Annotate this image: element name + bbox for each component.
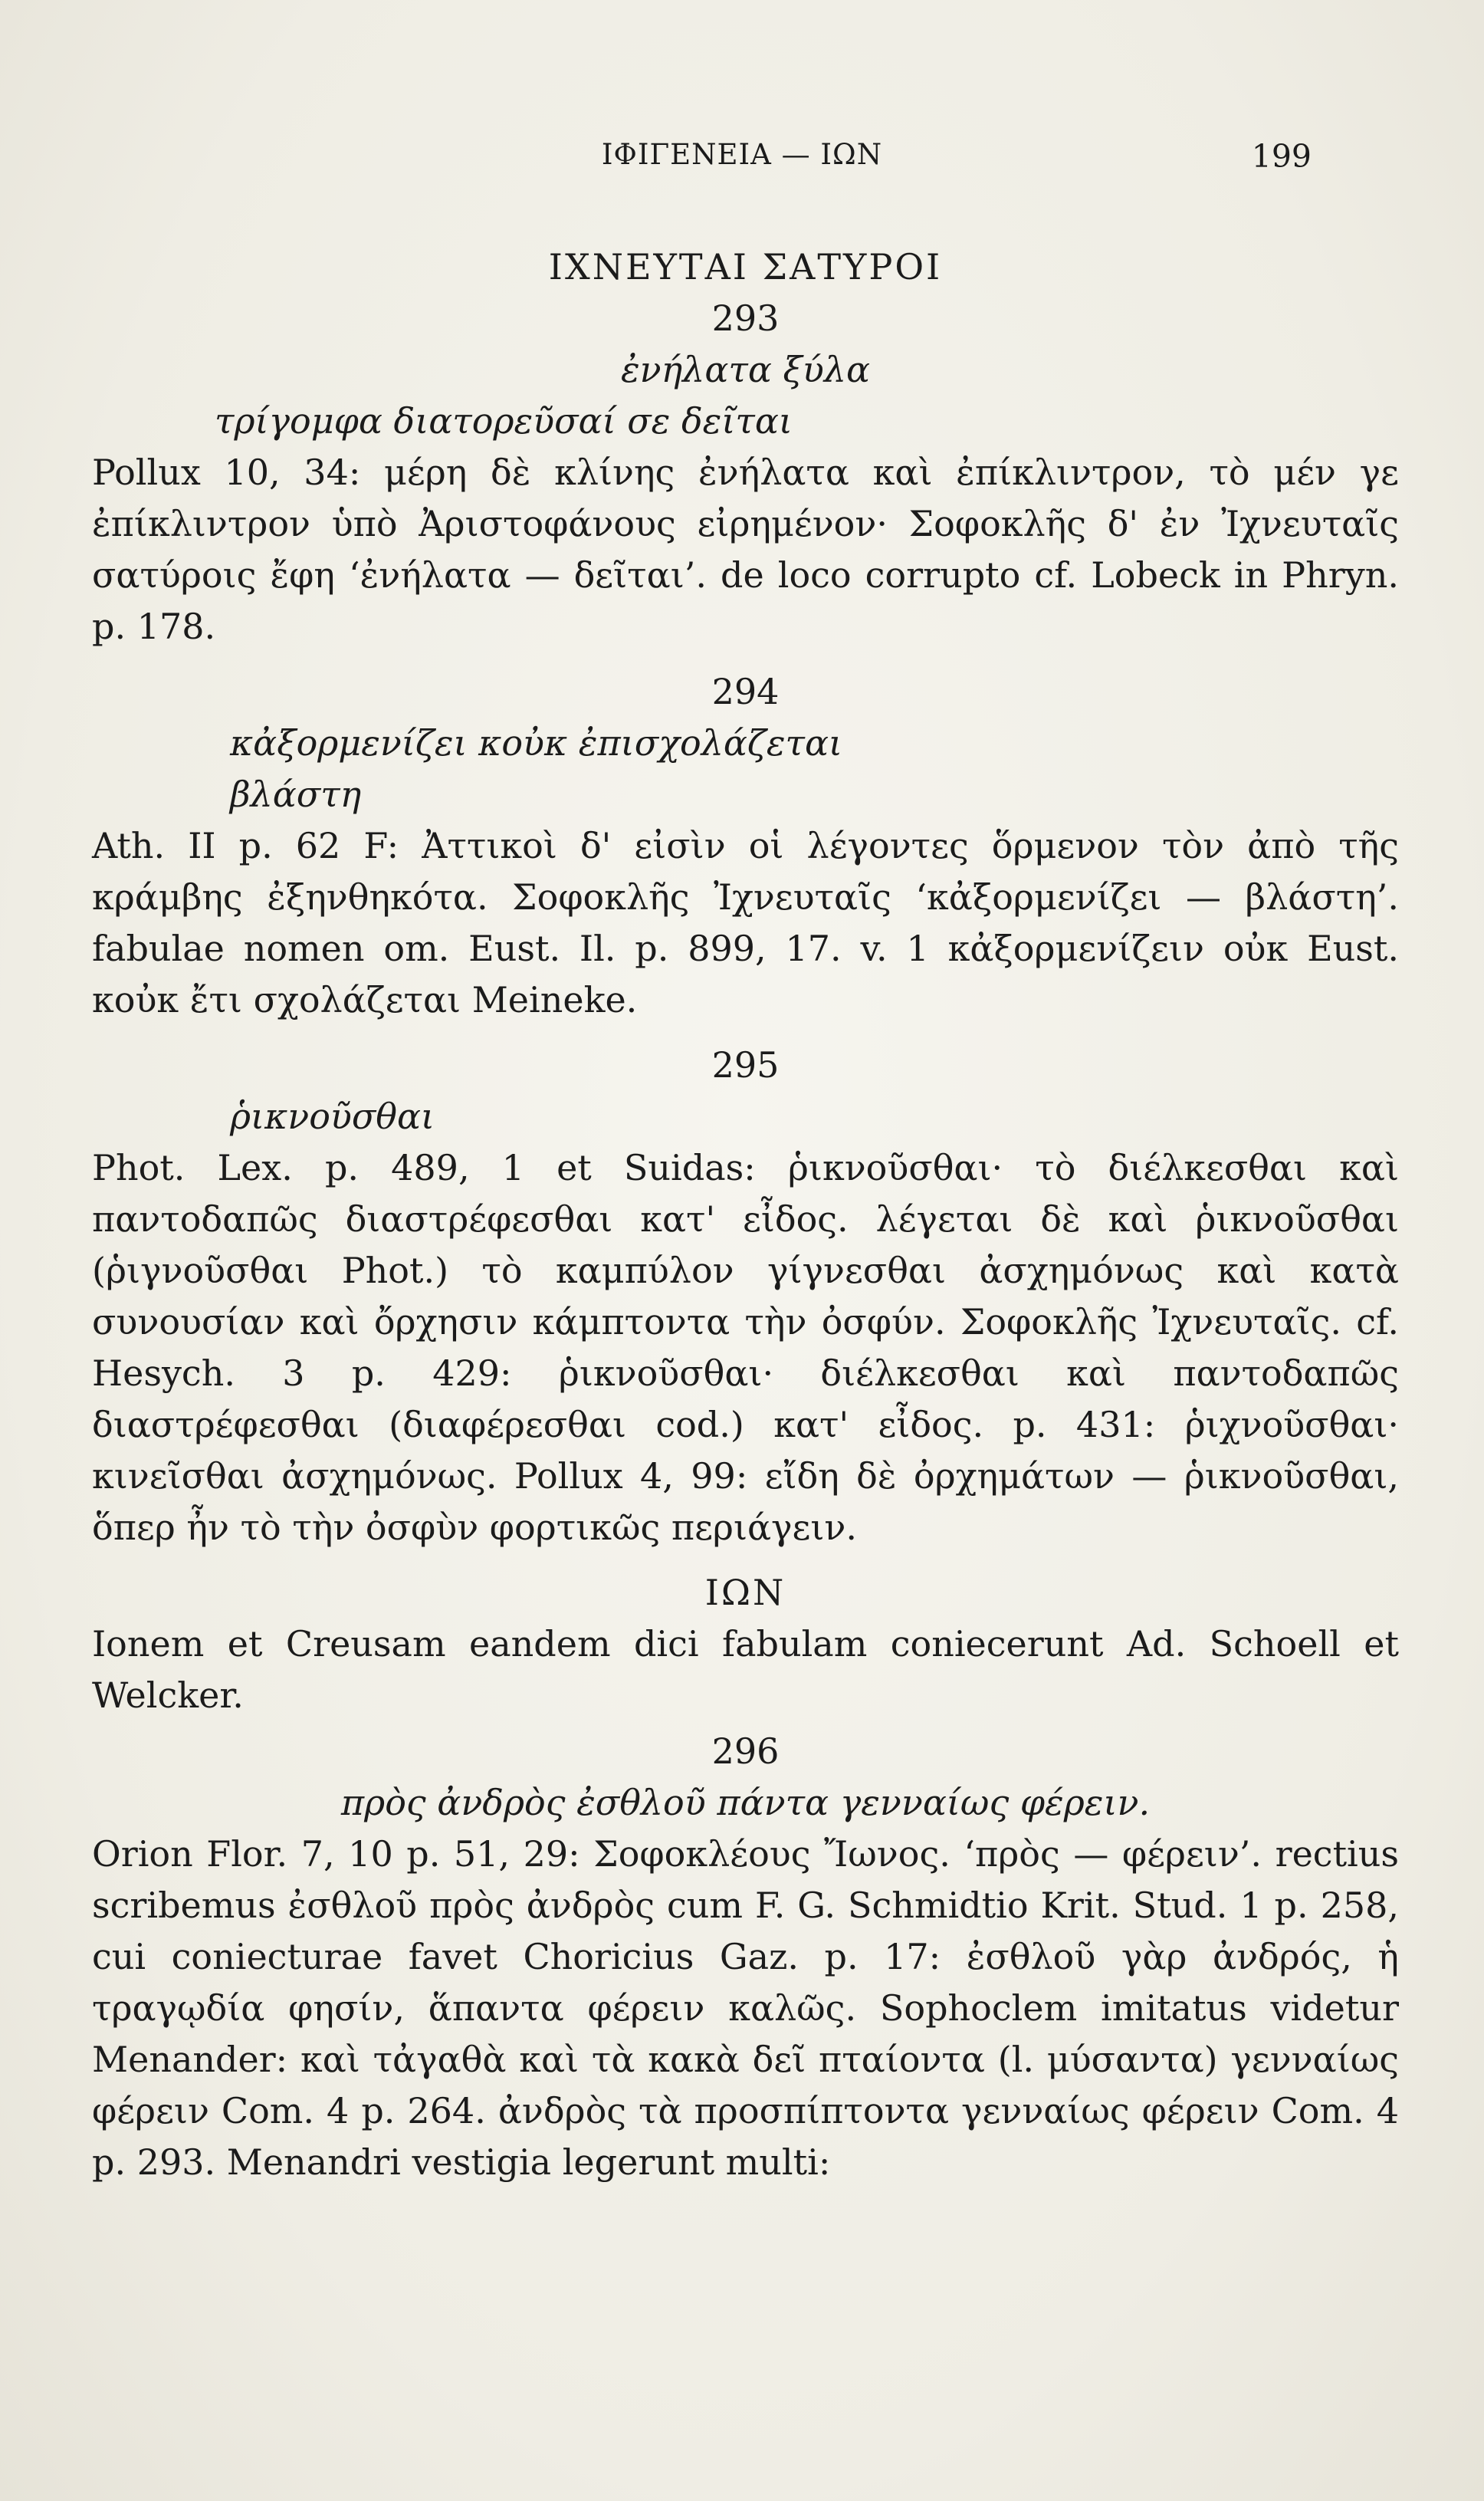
page-body — [92, 242, 1399, 2193]
fragment-commentary: Ath. II p. 62 F: Ἀττικοὶ δ' εἰσὶν οἱ λέγοντες ὅρμενον τὸν ἀπὸ τῆς κράμβης ἐξηνθηκότα. Σοφοκλῆς Ἰχνευταῖς ‘κἀξορμενίζει — βλάστη’. fabulae nomen om. Eust. Il. p. 899, 17. v. 1 κἀξορμενίζειν οὐκ Eust. κοὐκ ἔτι σχολάζεται Meineke. — [92, 825, 1399, 1020]
fragment-number: 293 — [711, 297, 780, 339]
fragment-verse: ῥικνοῦσθαι — [230, 1096, 435, 1137]
fragment-verse: βλάστη — [230, 774, 362, 815]
section-title-ichneutai: ΙΧΝΕΥΤΑΙ ΣΑΤΥΡΟΙ — [548, 246, 943, 288]
fragment-commentary: Phot. Lex. p. 489, 1 et Suidas: ῥικνοῦσθαι· τὸ διέλκεσθαι καὶ παντοδαπῶς διαστρέφεσθαι κατ' εἶδος. λέγεται δὲ καὶ ῥικνοῦσθαι (ῥιγνοῦσθαι Phot.) τὸ καμπύλον γίγνεσθαι ἀσχημόνως καὶ κατὰ συνουσίαν καὶ ὄρχησιν κάμπτοντα τὴν ὀσφύν. Σοφοκλῆς Ἰχνευταῖς. cf. Hesych. 3 p. 429: ῥικνοῦσθαι· διέλκεσθαι καὶ παντοδαπῶς διαστρέφεσθαι (διαφέρεσθαι cod.) κατ' εἶδος. p. 431: ῥιχνοῦσθαι· κινεῖσθαι ἀσχημόνως. Pollux 4, 99: εἴδη δὲ ὀρχημάτων — ῥικνοῦσθαι, ὅπερ ἦν τὸ τὴν ὀσφὺν φορτικῶς περιάγειν. — [92, 1147, 1399, 1548]
fragment-commentary: Orion Flor. 7, 10 p. 51, 29: Σοφοκλέους Ἴωνος. ‘πρὸς — φέρειν’. rectius scribemus ἐσθλοῦ πρὸς ἀνδρὸς cum F. G. Schmidtio Krit. Stud. 1 p. 258, cui coniecturae favet Choricius Gaz. p. 17: ἐσθλοῦ γὰρ ἀνδρός, ἡ τραγῳδία φησίν, ἅπαντα φέρειν καλῶς. Sophoclem imitatus videtur Menander: καὶ τἀγαθὰ καὶ τὰ κακὰ δεῖ πταίοντα (l. μύσαντα) γενναίως φέρειν Com. 4 p. 264. ἀνδρὸς τὰ προσπίπτοντα γενναίως φέρειν Com. 4 p. 293. Menandri vestigia legerunt multi: — [92, 1833, 1399, 2183]
fragment-verse: ἐνήλατα ξύλα — [620, 349, 871, 390]
fragment-verse: κἀξορμενίζει κοὐκ ἐπισχολάζεται — [230, 722, 843, 764]
fragment-number: 296 — [711, 1730, 780, 1772]
section-title-ion: ΙΩΝ — [704, 1572, 786, 1613]
section-intro: Ionem et Creusam eandem dici fabulam coniecerunt Ad. Schoell et Welcker. — [92, 1623, 1399, 1716]
fragment-number: 294 — [711, 671, 780, 712]
fragment-verse: πρὸς ἀνδρὸς ἐσθλοῦ πάντα γενναίως φέρειν. — [340, 1782, 1151, 1823]
fragment-commentary: Pollux 10, 34: μέρη δὲ κλίνης ἐνήλατα καὶ ἐπίκλιντρον, τὸ μέν γε ἐπίκλιντρον ὑπὸ Ἀριστοφάνους εἰρημένον· Σοφοκλῆς δ' ἐν Ἰχνευταῖς σατύροις ἔφη ‘ἐνήλατα — δεῖται’. de loco corrupto cf. Lobeck in Phryn. p. 178. — [92, 452, 1399, 647]
page-number: 199 — [1251, 138, 1312, 175]
fragment-verse: τρίγομφα διατορεῦσαί σε δεῖται — [215, 400, 793, 442]
fragment-number: 295 — [711, 1044, 780, 1086]
running-title: ΙΦΙΓΕΝΕΙΑ — ΙΩΝ — [601, 138, 883, 171]
